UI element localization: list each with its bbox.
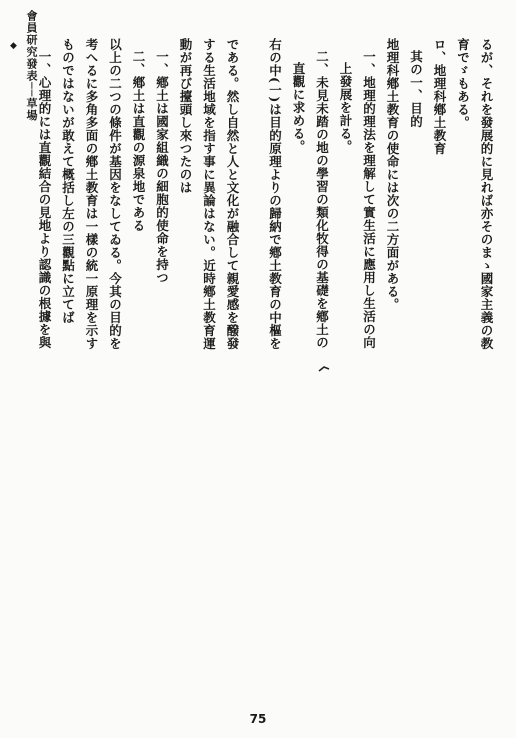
text-column-left — [36, 38, 244, 690]
text-line: 右の中(一)は目的原理よりの歸納で鄕土教育の中樞を — [267, 38, 283, 350]
margin-mark: ◆ — [10, 41, 17, 51]
text-line: 以上の二つの條件が基因をなしてゐる。今其の目的を — [107, 38, 123, 350]
text-line: 育でゞもある。 — [455, 38, 471, 129]
text-line: 二、未見未踏の地の學習の類化牧得の基礎を鄕土の — [314, 50, 330, 349]
text-line: るが、それを發展的に見れば亦そのまゝ國家主義の教 — [479, 38, 494, 350]
page-number: 75 — [249, 712, 267, 726]
text-line: 直觀に求める。 — [291, 62, 306, 153]
text-line: 二、鄕土は直觀の源泉地である — [131, 50, 146, 232]
text-line: 其の一、目的 — [408, 50, 424, 128]
text-line: 地理科鄕土教育の使命には次の二方面がある。 — [385, 38, 400, 311]
running-head: 會員研究發表──草場 — [25, 10, 38, 122]
text-line: ロ、地理科鄕土教育 — [432, 38, 447, 155]
text-line: 上發展を計る。 — [338, 62, 353, 153]
text-line: 一、地理的理法を理解して實生活に應用し生活の向 — [361, 50, 377, 349]
text-line: ものではないが敢えて概括し左の三觀點に立てば — [60, 38, 76, 324]
text-line: である。然し自然と人と文化が融合して親愛感を醱發 — [225, 38, 240, 350]
text-line: 動が再び擡頭し來つたのは — [178, 38, 193, 194]
text-line: 一、心理的には直觀結合の見地より認識の根據を與 — [37, 50, 52, 349]
text-line: 一、鄕土は國家組織の細胞的使命を持つ — [154, 50, 170, 284]
text-column-right — [266, 38, 498, 690]
text-line: する生活地域を指す事に異論はない。近時鄕土教育運 — [201, 38, 217, 350]
text-line: 考へるに多角多面の鄕土教育は一樣の統一原理を示す — [84, 38, 99, 350]
